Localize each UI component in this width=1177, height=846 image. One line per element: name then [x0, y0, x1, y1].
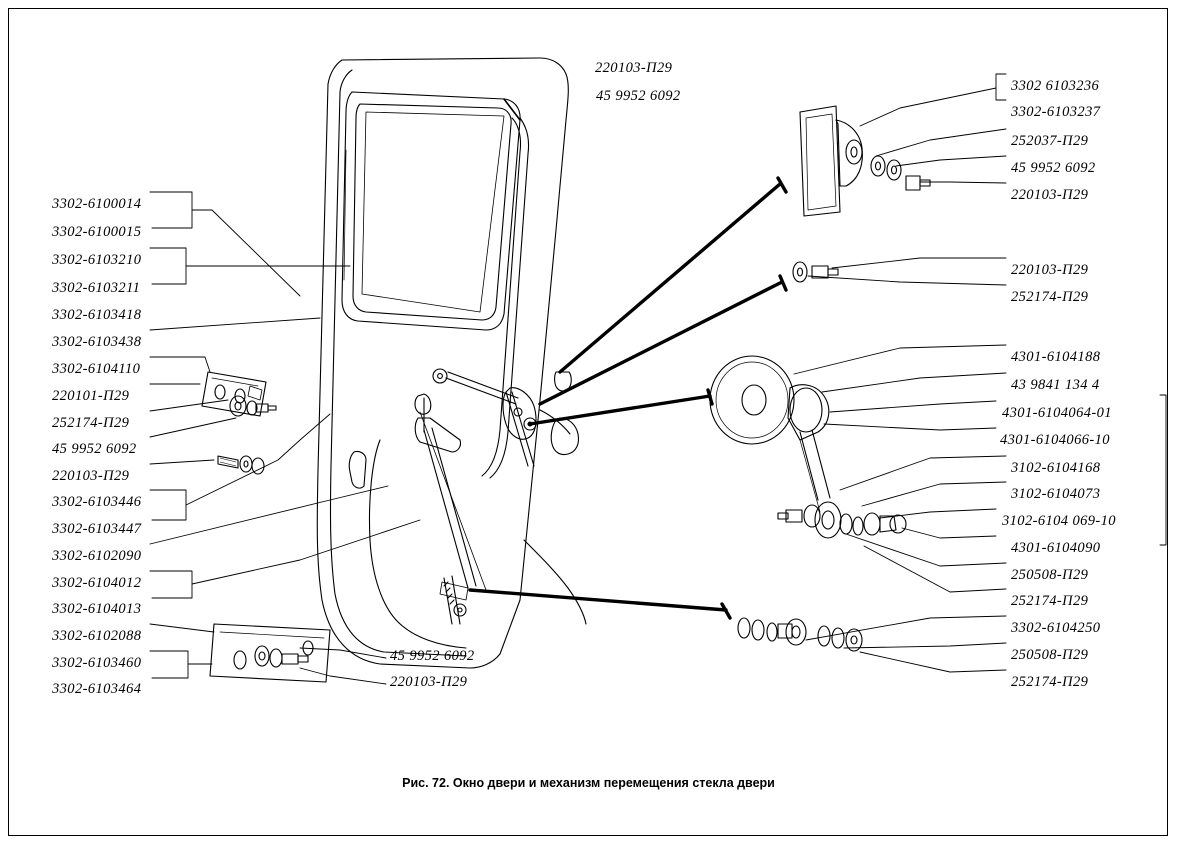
label-part-number: 45 9952 6092 [596, 88, 681, 104]
label-part-number: 252037-П29 [1011, 133, 1089, 149]
label-part-number: 4301-6104064-01 [1002, 405, 1112, 421]
figure-caption: Рис. 72. Окно двери и механизм перемещения стекла двери [402, 776, 775, 790]
label-part-number: 220103-П29 [1011, 262, 1089, 278]
label-part-number: 3302-6104013 [52, 601, 142, 617]
label-part-number: 45 9952 6092 [390, 648, 475, 664]
label-part-number: 220103-П29 [595, 60, 673, 76]
label-part-number: 3302-6103210 [52, 252, 142, 268]
label-part-number: 3302-6103447 [52, 521, 142, 537]
label-part-number: 252174-П29 [1011, 289, 1089, 305]
page-border [8, 8, 1168, 836]
label-part-number: 3102-6104168 [1011, 460, 1101, 476]
label-part-number: 3302-6100014 [52, 196, 142, 212]
label-part-number: 3302-6103464 [52, 681, 142, 697]
label-part-number: 3302-6103418 [52, 307, 142, 323]
label-part-number: 220101-П29 [52, 388, 130, 404]
label-part-number: 3102-6104 069-10 [1002, 513, 1116, 529]
label-part-number: 4301-6104090 [1011, 540, 1101, 556]
label-part-number: 3302 6103236 [1011, 78, 1100, 94]
label-part-number: 3302-6104012 [52, 575, 142, 591]
label-part-number: 3302-6103460 [52, 655, 142, 671]
label-part-number: 220103-П29 [390, 674, 468, 690]
label-part-number: 3302-6104250 [1011, 620, 1101, 636]
label-part-number: 250508-П29 [1011, 647, 1089, 663]
label-part-number: 220103-П29 [52, 468, 130, 484]
label-part-number: 3302-6103438 [52, 334, 142, 350]
label-part-number: 3302-6100015 [52, 224, 142, 240]
label-part-number: 3302-6103446 [52, 494, 142, 510]
label-part-number: 250508-П29 [1011, 567, 1089, 583]
label-part-number: 4301-6104066-10 [1000, 432, 1110, 448]
label-part-number: 3302-6102088 [52, 628, 142, 644]
label-part-number: 220103-П29 [1011, 187, 1089, 203]
label-part-number: 252174-П29 [1011, 674, 1089, 690]
label-part-number: 252174-П29 [1011, 593, 1089, 609]
label-part-number: 3302-6102090 [52, 548, 142, 564]
label-part-number: 3302-6103211 [52, 280, 141, 296]
label-part-number: 43 9841 134 4 [1011, 377, 1100, 393]
label-part-number: 3302-6103237 [1011, 104, 1101, 120]
label-part-number: 3102-6104073 [1011, 486, 1101, 502]
label-part-number: 45 9952 6092 [52, 441, 137, 457]
label-part-number: 252174-П29 [52, 415, 130, 431]
label-part-number: 3302-6104110 [52, 361, 141, 377]
label-part-number: 4301-6104188 [1011, 349, 1101, 365]
label-part-number: 45 9952 6092 [1011, 160, 1096, 176]
